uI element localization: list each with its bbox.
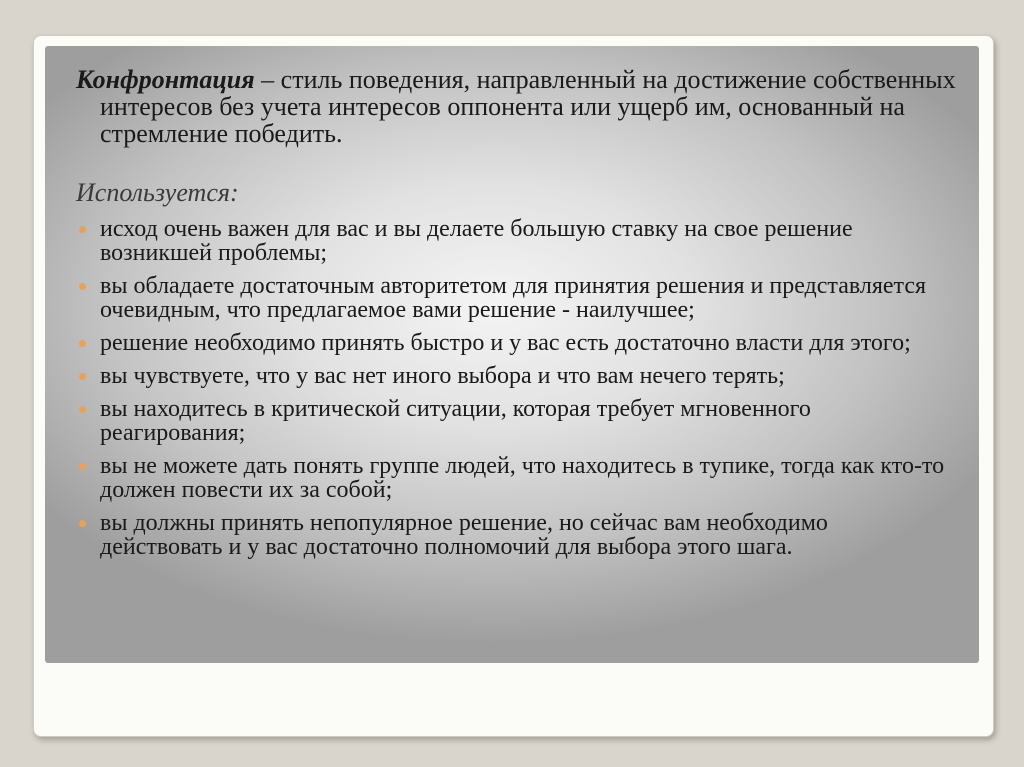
list-item-text: вы обладаете достаточным авторитетом для принятия решения и представляется очевидным, что предлагаемое вами решение - наилучшее; [100, 273, 927, 323]
list-item-text: вы чувствуете, что у вас нет иного выбора и что вам нечего терять; [100, 363, 785, 389]
bullet-icon [79, 373, 86, 380]
bullet-icon [79, 340, 86, 347]
definition-paragraph [76, 66, 956, 147]
list-item [76, 217, 956, 265]
bullet-icon [79, 406, 86, 413]
list-item-text: вы не можете дать понять группе людей, что находитесь в тупике, тогда как кто-то должен повести их за собой; [100, 453, 945, 503]
bullet-icon [79, 520, 86, 527]
bullet-icon [79, 463, 86, 470]
list-item-text: вы находитесь в критической ситуации, которая требует мгновенного реагирования; [100, 396, 811, 446]
list-item [76, 511, 956, 559]
definition-text: – стиль поведения, направленный на достижение собственных интересов без учета интересов оппонента или ущерб им, основанный на стремление победить. [100, 65, 956, 148]
list-item [76, 397, 956, 445]
list-item [76, 454, 956, 502]
bullet-icon [79, 283, 86, 290]
list-item-text: исход очень важен для вас и вы делаете большую ставку на свое решение возникшей проблемы; [100, 216, 853, 266]
list-item-text: решение необходимо принять быстро и у вас есть достаточно власти для этого; [100, 330, 911, 356]
list-item [76, 331, 956, 355]
definition-term: Конфронтация [76, 65, 255, 94]
list-item [76, 364, 956, 388]
list-item-text: вы должны принять непопулярное решение, но сейчас вам необходимо действовать и у вас достаточно полномочий для выбора этого шага. [100, 510, 828, 560]
bullet-icon [79, 226, 86, 233]
slide-text [76, 66, 956, 568]
bullet-list [76, 217, 956, 559]
list-item [76, 274, 956, 322]
used-label: Используется: [76, 178, 239, 207]
